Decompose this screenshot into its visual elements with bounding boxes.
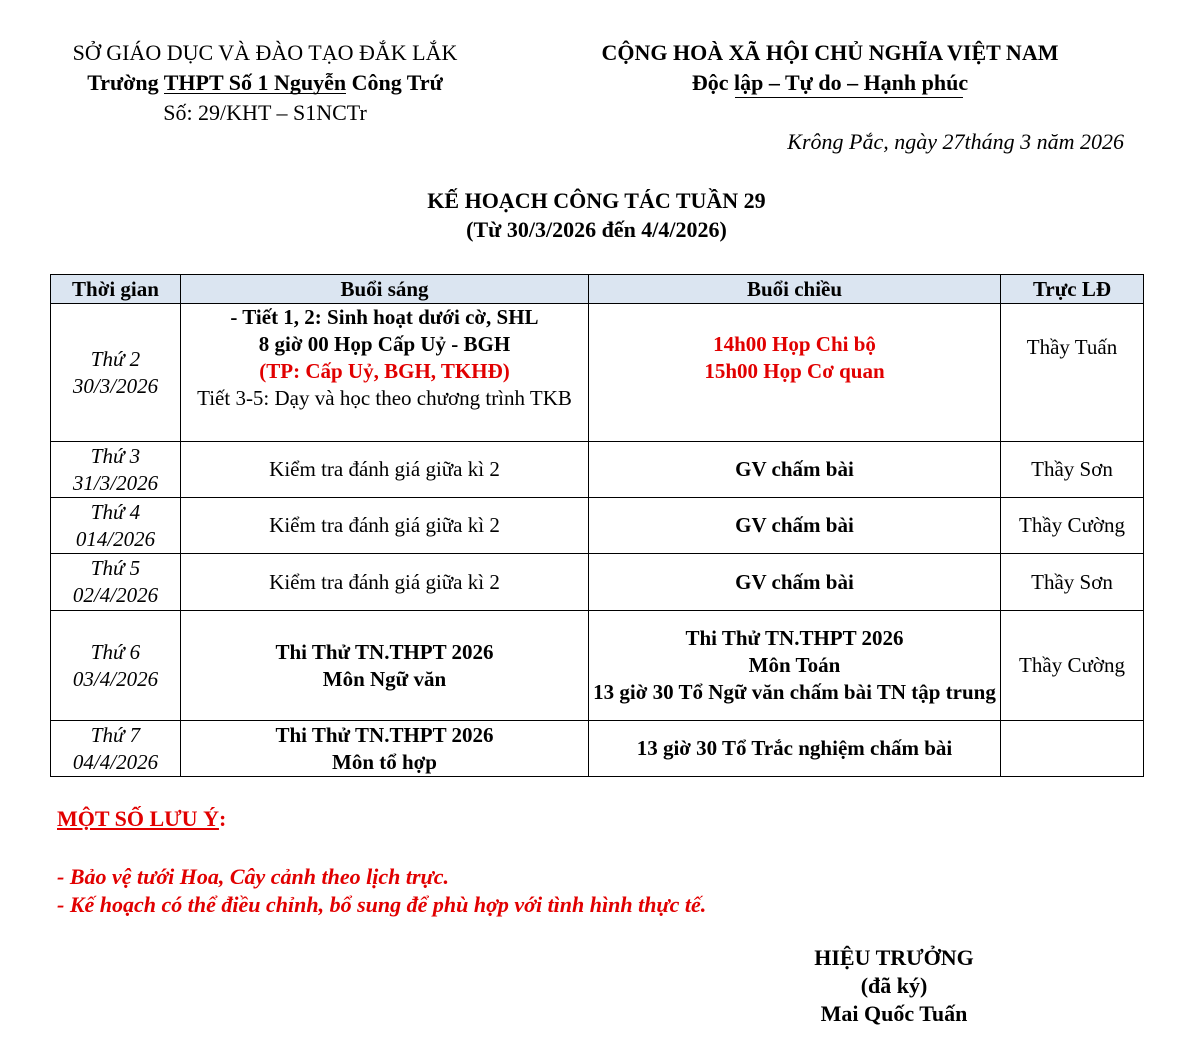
time-cell [51,611,181,721]
time-cell [51,442,181,498]
table-header-row [51,275,1144,304]
time-cell [51,721,181,777]
afternoon-line: Môn Toán [748,653,841,677]
afternoon-cell [589,611,1001,721]
notes-heading-text: MỘT SỐ LƯU Ý [57,806,219,831]
date-label: 04/4/2026 [72,749,159,774]
signer-title: HIỆU TRƯỞNG [814,945,974,970]
time-cell [51,498,181,554]
signer-name: Mai Quốc Tuấn [820,1001,968,1026]
morning-cell [181,304,589,442]
morning-line: 8 giờ 00 Họp Cấp Uỷ - BGH [258,332,511,356]
morning-cell [181,554,589,611]
day-label: Thứ 3 [90,443,141,468]
date-label: 02/4/2026 [72,583,159,607]
afternoon-line: GV chấm bài [735,457,854,481]
note-item: - Kế hoạch có thể điều chỉnh, bổ sung để phù hợp với tình hình thực tế. [57,892,707,917]
signature-block [780,944,1008,1028]
duty-name: Thầy Tuấn [1026,335,1118,359]
date-label: 31/3/2026 [72,470,159,495]
notes-heading-colon: : [218,806,227,831]
duty-name: Thầy Sơn [1031,569,1113,594]
national-motto: Độc lập – Tự do – Hạnh phúc [691,70,969,95]
national-header [560,38,1100,98]
afternoon-line: 13 giờ 30 Tổ Ngữ văn chấm bài TN tập trung [593,680,996,704]
date-label: 30/3/2026 [72,373,159,398]
day-label: Thứ 4 [90,499,141,524]
time-cell [51,554,181,611]
header-time: Thời gian [51,275,181,304]
morning-line: Kiểm tra đánh giá giữa kì 2 [269,513,500,537]
plan-title: KẾ HOẠCH CÔNG TÁC TUẦN 29 [427,188,766,213]
afternoon-line: Thi Thử TN.THPT 2026 [685,626,904,650]
school-name-prefix: Trường [87,70,164,95]
place-and-date: Krông Pắc, ngày 27tháng 3 năm 2026 [787,129,1124,154]
day-label: Thứ 7 [90,722,141,747]
department-name: SỞ GIÁO DỤC VÀ ĐÀO TẠO ĐẮK LẮK [72,40,458,65]
duty-name: Thầy Cường [1019,513,1125,537]
signature-status: (đã ký) [860,973,928,998]
table-row [51,554,1144,611]
duty-cell [1001,442,1144,498]
table-row [51,721,1144,777]
afternoon-cell [589,304,1001,442]
weekly-schedule-table [50,274,1144,777]
header-morning: Buổi sáng [181,275,589,304]
time-cell [51,304,181,442]
school-name-suffix: Công Trứ [346,70,443,95]
header-duty: Trực LĐ [1001,275,1144,304]
table-row [51,304,1144,442]
morning-line: Kiểm tra đánh giá giữa kì 2 [269,569,500,594]
morning-line: Kiểm tra đánh giá giữa kì 2 [269,457,500,481]
day-label: Thứ 5 [90,556,141,580]
document-title [0,186,1193,244]
morning-line: Thi Thử TN.THPT 2026 [275,639,494,664]
afternoon-cell [589,721,1001,777]
morning-cell [181,721,589,777]
header-afternoon: Buổi chiều [589,275,1001,304]
morning-cell [181,611,589,721]
table-row [51,498,1144,554]
plan-date-range: (Từ 30/3/2026 đến 4/4/2026) [466,217,727,242]
afternoon-cell [589,498,1001,554]
morning-line: Tiết 3-5: Dạy và học theo chương trình TKB [197,386,572,410]
morning-line: Thi Thử TN.THPT 2026 [275,722,494,747]
afternoon-line: 13 giờ 30 Tổ Trắc nghiệm chấm bài [636,736,953,760]
afternoon-cell [589,442,1001,498]
issuing-authority [40,38,490,128]
morning-line: Môn tổ hợp [332,749,437,774]
motto-underline [735,97,963,98]
document-number: Số: 29/KHT – S1NCTr [163,100,367,125]
morning-line: - Tiết 1, 2: Sinh hoạt dưới cờ, SHL [230,305,539,329]
table-row [51,611,1144,721]
morning-line: Môn Ngữ văn [322,666,447,691]
notes-heading [57,806,226,832]
note-item: - Bảo vệ tưới Hoa, Cây cảnh theo lịch trực. [57,864,449,889]
duty-name: Thầy Cường [1019,653,1125,677]
afternoon-line: GV chấm bài [735,569,854,594]
day-label: Thứ 2 [90,346,141,371]
morning-cell [181,442,589,498]
duty-cell [1001,498,1144,554]
school-name-underlined: THPT Số 1 Nguyễn [163,70,347,95]
afternoon-cell [589,554,1001,611]
date-label: 014/2026 [75,526,156,551]
table-row [51,442,1144,498]
duty-cell [1001,721,1144,777]
afternoon-line: GV chấm bài [735,513,854,537]
morning-cell [181,498,589,554]
morning-line: (TP: Cấp Uỷ, BGH, TKHĐ) [259,359,510,383]
duty-cell [1001,611,1144,721]
country-name: CỘNG HOÀ XÃ HỘI CHỦ NGHĨA VIỆT NAM [601,40,1059,65]
duty-cell [1001,304,1144,442]
afternoon-line: 14h00 Họp Chi bộ [713,332,876,356]
duty-name: Thầy Sơn [1031,457,1113,481]
date-label: 03/4/2026 [72,666,159,691]
school-name [40,68,490,98]
day-label: Thứ 6 [90,639,141,664]
afternoon-line: 15h00 Họp Cơ quan [704,359,885,383]
duty-cell [1001,554,1144,611]
